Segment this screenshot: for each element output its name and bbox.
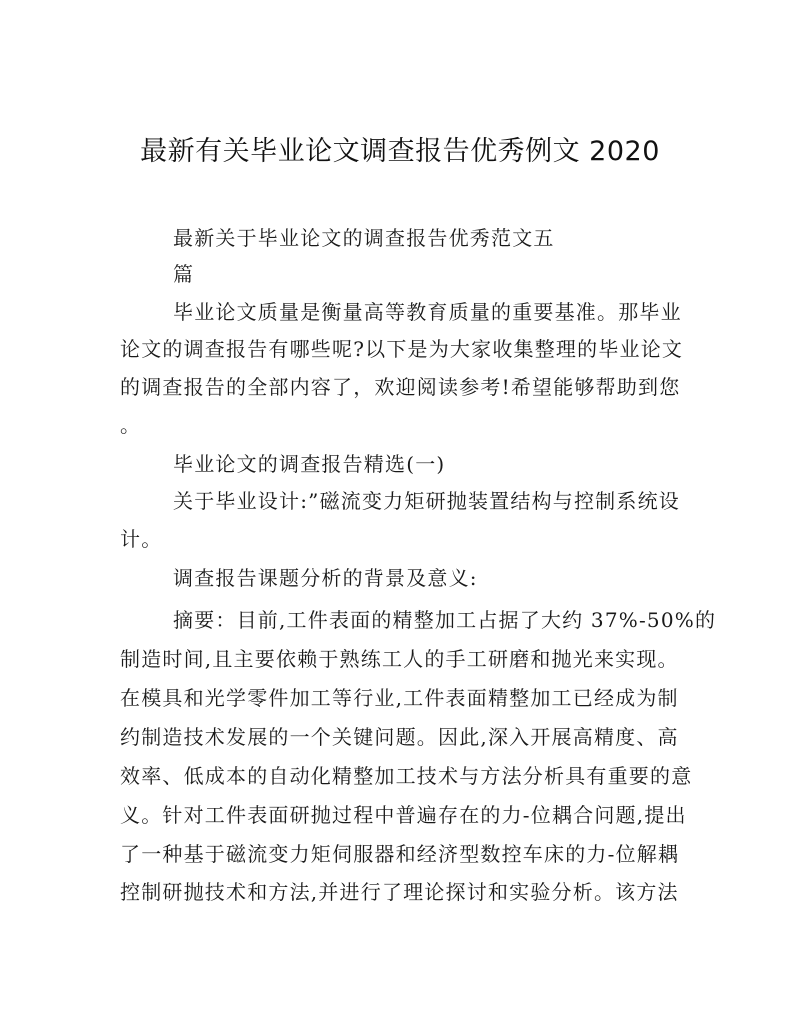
section-heading: 毕业论文的调查报告精选(一)	[173, 452, 446, 476]
paragraph-line: 控制研抛技术和方法,并进行了理论探讨和实验分析。该方法	[120, 880, 679, 904]
paragraph-line: 计。	[120, 527, 163, 551]
paragraph-line: 义。针对工件表面研抛过程中普遍存在的力-位耦合问题,提出	[120, 803, 687, 827]
paragraph-line: 效率、低成本的自动化精整加工技术与方法分析具有重要的意	[120, 764, 693, 788]
paragraph-line: 调查报告课题分析的背景及意义:	[173, 566, 478, 590]
paragraph-line: 论文的调查报告有哪些呢?以下是为大家收集整理的毕业论文	[120, 337, 684, 361]
paragraph-line: 最新关于毕业论文的调查报告优秀范文五	[173, 226, 555, 250]
paragraph-line: 篇	[173, 262, 195, 286]
paragraph-line: 。	[120, 413, 142, 437]
paragraph-line: 在模具和光学零件加工等行业,工件表面精整加工已经成为制	[120, 686, 679, 710]
paragraph-line: 了一种基于磁流变力矩伺服器和经济型数控车床的力-位解耦	[120, 842, 680, 866]
paragraph-line: 摘要：目前,工件表面的精整加工占据了大约 37%-50%的	[173, 608, 717, 632]
paragraph-line: 关于毕业设计:”磁流变力矩研抛装置结构与控制系统设	[173, 489, 680, 513]
paragraph-line: 的调查报告的全部内容了，欢迎阅读参考!希望能够帮助到您	[120, 375, 681, 399]
document-title: 最新有关毕业论文调查报告优秀例文 2020	[140, 136, 660, 167]
paragraph-line: 制造时间,且主要依赖于熟练工人的手工研磨和抛光来实现。	[120, 647, 679, 671]
paragraph-line: 毕业论文质量是衡量高等教育质量的重要基准。那毕业	[173, 300, 682, 324]
paragraph-line: 约制造技术发展的一个关键问题。因此,深入开展高精度、高	[120, 725, 679, 749]
